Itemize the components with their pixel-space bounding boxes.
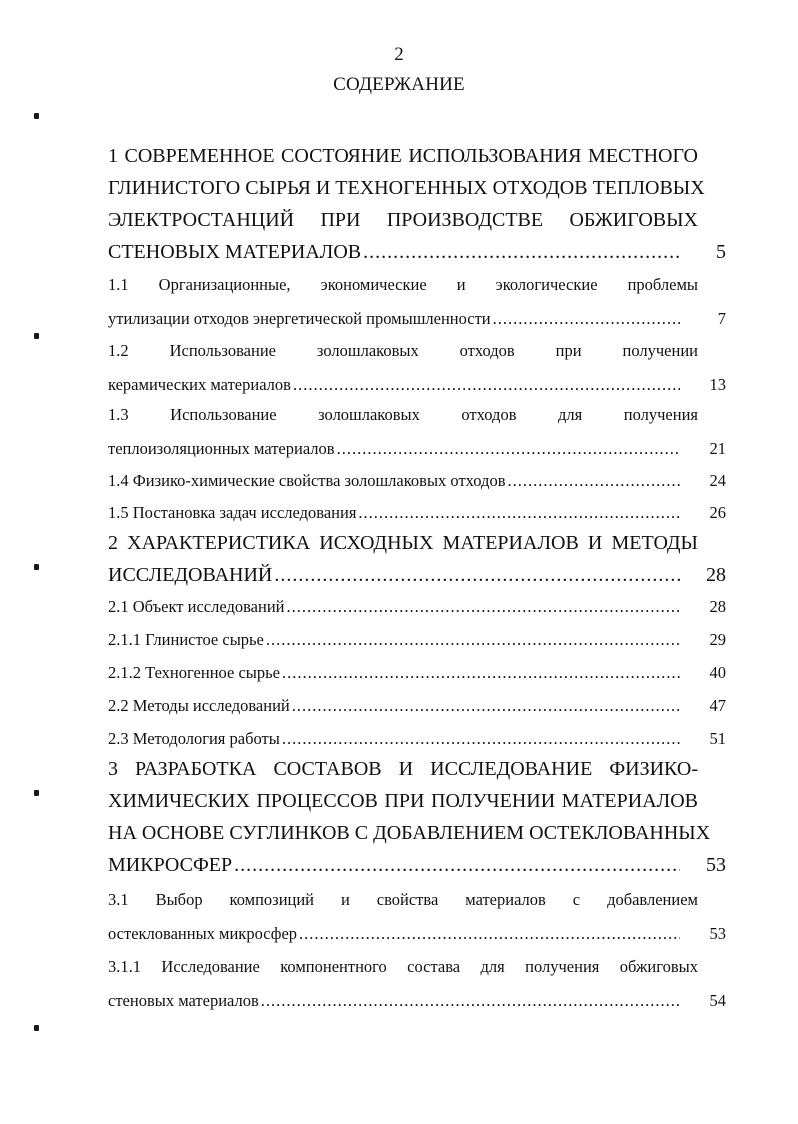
toc-entry-text: 2.3 Методология работы <box>108 729 280 748</box>
toc-page-number: 28 <box>706 564 726 586</box>
toc-entry-text: МИКРОСФЕР <box>108 854 233 876</box>
toc-entry-text: остеклованных микросфер <box>108 924 298 943</box>
toc-entry-text: 1.5 Постановка задач исследования <box>108 503 357 522</box>
toc-entry-text: СТЕНОВЫХ МАТЕРИАЛОВ <box>108 241 362 263</box>
toc-entry-text: стеновых материалов <box>108 991 259 1010</box>
dot-leader <box>507 464 680 498</box>
toc-page-number: 40 <box>709 663 726 682</box>
dot-leader <box>293 368 680 402</box>
toc-page-number: 13 <box>709 375 726 394</box>
toc-entry-text: 2.1.1 Глинистое сырье <box>108 630 264 649</box>
toc-entry-text: 1.3 Использование золошлаковых отходов для получения <box>108 405 698 424</box>
toc-entry-text: ЭЛЕКТРОСТАНЦИЙ ПРИ ПРОИЗВОДСТВЕ ОБЖИГОВЫХ <box>108 209 698 231</box>
toc-entry-text: 2.1 Объект исследований <box>108 597 285 616</box>
toc-entry-text: ГЛИНИСТОГО СЫРЬЯ И ТЕХНОГЕННЫХ ОТХОДОВ ТЕПЛОВЫХ <box>108 177 705 199</box>
toc-entry-2-1[interactable] <box>108 590 726 624</box>
toc-page-number: 53 <box>709 924 726 943</box>
dot-leader <box>282 722 680 756</box>
toc-entry-2-1-2[interactable] <box>108 656 726 690</box>
punch-mark <box>34 790 39 796</box>
punch-mark <box>34 333 39 339</box>
toc-page-number: 21 <box>709 439 726 458</box>
toc-entry-text: 1 СОВРЕМЕННОЕ СОСТОЯНИЕ ИСПОЛЬЗОВАНИЯ МЕСТНОГО <box>108 145 698 167</box>
toc-page-number: 24 <box>709 471 726 490</box>
toc-title: СОДЕРЖАНИЕ <box>333 74 465 95</box>
dot-leader <box>261 984 680 1018</box>
toc-entry-text: теплоизоляционных материалов <box>108 439 335 458</box>
toc-entry-3-1-1[interactable] <box>108 950 726 1018</box>
toc-entry-text: 2.1.2 Техногенное сырье <box>108 663 280 682</box>
dot-leader <box>266 623 680 657</box>
toc-entry-text: керамических материалов <box>108 375 291 394</box>
toc-entry-1-4[interactable] <box>108 464 726 498</box>
toc-entry-chapter-1[interactable] <box>108 140 726 268</box>
toc-entry-text: утилизации отходов энергетической промышленности <box>108 309 491 328</box>
toc-entry-text: 1.2 Использование золошлаковых отходов при получении <box>108 341 698 360</box>
toc-entry-text: 1.4 Физико-химические свойства золошлаковых отходов <box>108 471 506 490</box>
toc-page-number: 54 <box>709 991 726 1010</box>
toc-entry-text: 2.2 Методы исследований <box>108 696 290 715</box>
toc-page-number: 51 <box>709 729 726 748</box>
dot-leader <box>493 302 680 336</box>
punch-mark <box>34 564 39 570</box>
dot-leader <box>363 236 680 268</box>
toc-entry-text: 1.1 Организационные, экономические и экологические проблемы <box>108 275 698 294</box>
toc-page-number: 7 <box>717 309 726 328</box>
punch-mark <box>34 113 39 119</box>
toc-entry-1-3[interactable] <box>108 398 726 466</box>
toc-entry-2-1-1[interactable] <box>108 623 726 657</box>
dot-leader <box>337 432 680 466</box>
dot-leader <box>287 590 681 624</box>
toc-page-number: 26 <box>709 503 726 522</box>
toc-entry-1-2[interactable] <box>108 334 726 402</box>
toc-entry-chapter-2[interactable] <box>108 527 726 591</box>
toc-entry-1-1[interactable] <box>108 268 726 336</box>
dot-leader <box>274 559 680 591</box>
punch-mark <box>34 1025 39 1031</box>
dot-leader <box>292 689 680 723</box>
toc-page-number: 28 <box>709 597 726 616</box>
page-number: 2 <box>394 44 404 65</box>
toc-entry-text: ИССЛЕДОВАНИЙ <box>108 564 273 586</box>
toc-entry-text: 3 РАЗРАБОТКА СОСТАВОВ И ИССЛЕДОВАНИЕ ФИЗИКО- <box>108 758 698 780</box>
dot-leader <box>282 656 680 690</box>
toc-page-number: 5 <box>716 241 726 263</box>
dot-leader <box>234 849 680 881</box>
toc-entry-text: 3.1 Выбор композиций и свойства материалов с добавлением <box>108 890 698 909</box>
toc-entry-text: 3.1.1 Исследование компонентного состава для получения обжиговых <box>108 957 698 976</box>
toc-page-number: 47 <box>709 696 726 715</box>
dot-leader <box>299 917 680 951</box>
toc-entry-text: ХИМИЧЕСКИХ ПРОЦЕССОВ ПРИ ПОЛУЧЕНИИ МАТЕРИАЛОВ <box>108 790 698 812</box>
toc-entry-1-5[interactable] <box>108 496 726 530</box>
toc-entry-2-3[interactable] <box>108 722 726 756</box>
toc-entry-2-2[interactable] <box>108 689 726 723</box>
toc-page-number: 53 <box>706 854 726 876</box>
dot-leader <box>358 496 680 530</box>
toc-entry-text: НА ОСНОВЕ СУГЛИНКОВ С ДОБАВЛЕНИЕМ ОСТЕКЛОВАННЫХ <box>108 822 711 844</box>
toc-page-number: 29 <box>709 630 726 649</box>
toc-entry-3-1[interactable] <box>108 883 726 951</box>
toc-entry-chapter-3[interactable] <box>108 753 726 881</box>
toc-entry-text: 2 ХАРАКТЕРИСТИКА ИСХОДНЫХ МАТЕРИАЛОВ И МЕТОДЫ <box>108 532 698 554</box>
